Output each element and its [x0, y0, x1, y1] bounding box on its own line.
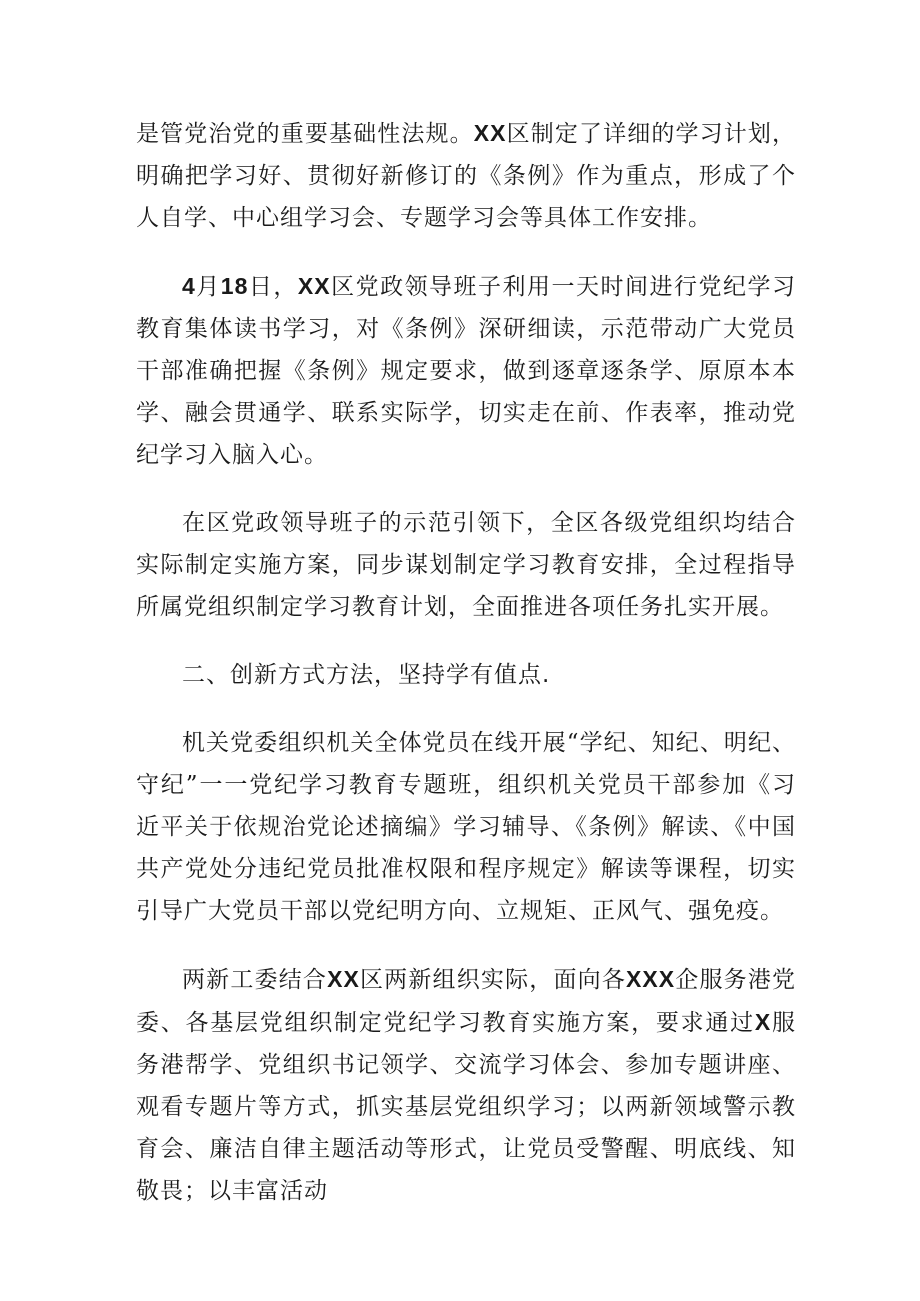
- text-segment: 在区党政领导班子的示范引领下，全区各级党组织均结合实际制定实施方案，同步谋划制定学习教育安排，全过程指导所属党组织制定学习教育计划，全面推进各项任务扎实开展。: [136, 510, 796, 620]
- text-segment: 企服务港党委、各基层党组织制定党纪学习教育实施方案，要求通过: [136, 967, 797, 1036]
- document-body: [136, 112, 796, 1238]
- text-segment-bold: 4: [182, 273, 196, 299]
- text-segment-bold: XX: [297, 273, 331, 299]
- text-segment-bold: XXX: [626, 966, 676, 992]
- text-segment: 月: [195, 274, 221, 300]
- text-segment: 区党政领导班子利用一天时间进行党纪学习教育集体读书学习，对《条例》深研细读，示范带动广大党员干部准确把握《条例》规定要求，做到逐章逐条学、原原本本学、融会贯通学、联系实际学，切实走在前、作表率，推动党纪学习入脑入心。: [136, 274, 797, 468]
- text-segment-bold: XX: [327, 966, 360, 992]
- text-segment: 日，: [248, 274, 298, 300]
- paragraph-1: [136, 112, 796, 239]
- paragraph-5: [136, 958, 796, 1212]
- text-segment-bold: 18: [220, 273, 249, 299]
- text-segment: 区制定了详细的学习计划，明确把学习好、贯彻好新修订的《条例》作为重点，形成了个人自学、中心组学习会、专题学习会等具体工作安排。: [136, 121, 797, 231]
- paragraph-2: [136, 265, 796, 476]
- text-segment: 两新工委结合: [182, 967, 328, 993]
- text-segment: 是管党治党的重要基础性法规。: [136, 121, 474, 147]
- text-segment-bold: X: [754, 1009, 772, 1035]
- text-segment-bold: XX: [473, 120, 507, 146]
- section-heading: 二、创新方式方法，坚持学有值点.: [182, 662, 551, 688]
- paragraph-4: [136, 722, 796, 932]
- paragraph-3: [136, 502, 796, 628]
- text-segment: 区两新组织实际，面向各: [359, 967, 627, 993]
- text-segment: 机关党委组织机关全体党员在线开展“学纪、知纪、明纪、守纪”一一党纪学习教育专题班，组织机关党员干部参加《习近平关于依规治党论述摘编》学习辅导、《条例》解读、《中国共产党处分违纪党员批准权限和程序规定》解读等课程，切实引导广大党员干部以党纪明方向、立规矩、正风气、强免疫。: [136, 730, 796, 924]
- text-segment: 服务港帮学、党组织书记领学、交流学习体会、参加专题讲座、观看专题片等方式，抓实基层党组织学习；以两新领域警示教育会、廉洁自律主题活动等形式，让党员受警醒、明底线、知敬畏；以丰富活动: [136, 1010, 797, 1204]
